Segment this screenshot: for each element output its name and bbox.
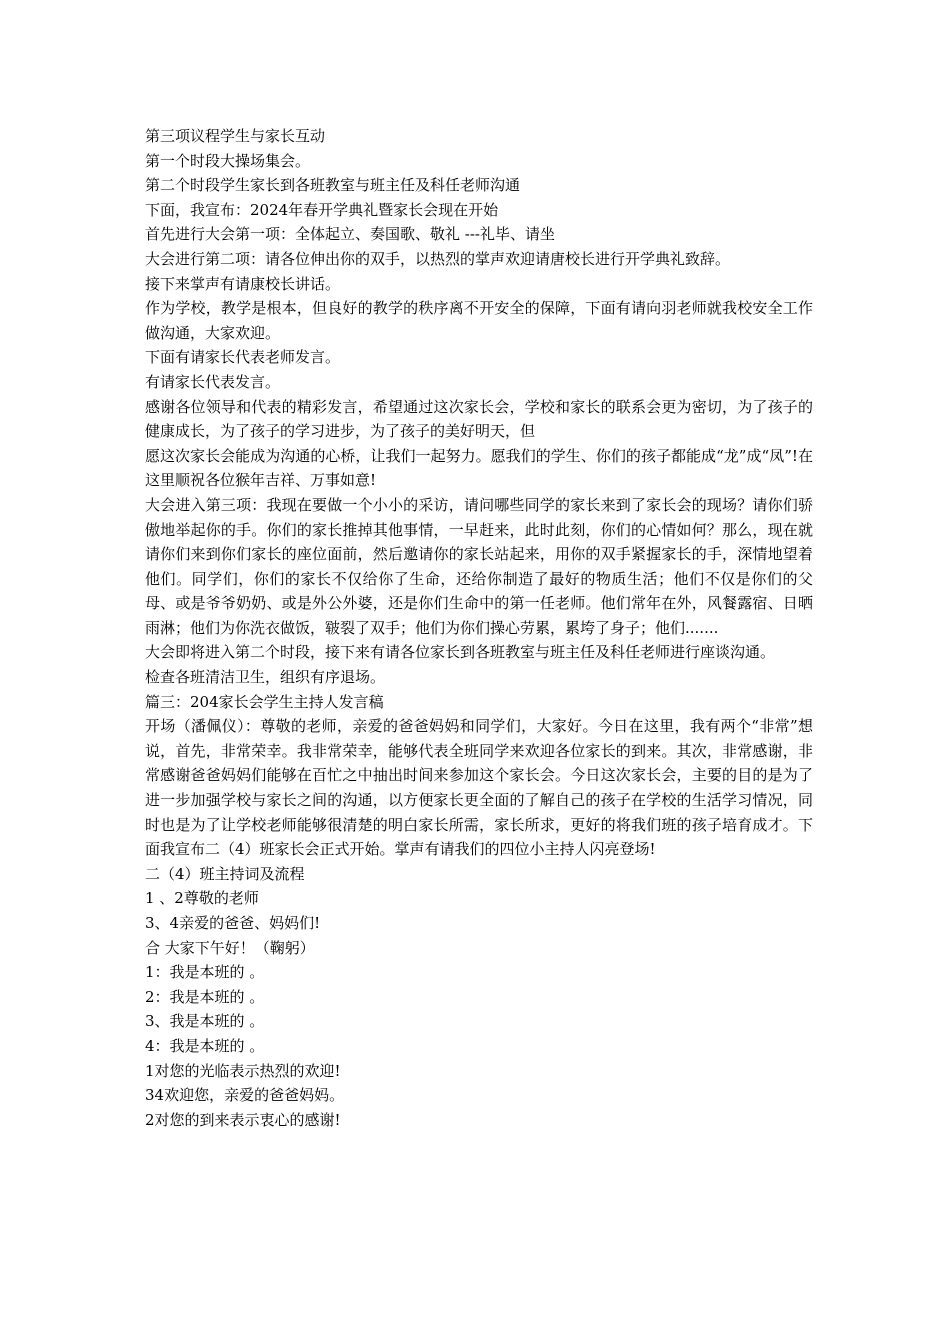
paragraph: 开场（潘佩仪）：尊敬的老师，亲爱的爸爸妈妈和同学们，大家好。今日在这里，我有两个“非常”想说，首先，非常荣幸。我非常荣幸，能够代表全班同学来欢迎各位家长的到来。其次，非常感谢，非常感谢爸爸妈妈们能够在百忙之中抽出时间来参加这个家长会。今日这次家长会，主要的目的是为了进一步加强学校与家长之间的沟通，以方便家长更全面的了解自己的孩子在学校的生活学习情况，同时也是为了让学校老师能够很清楚的明白家长所需，家长所求，更好的将我们班的孩子培育成才。下面我宣布二（4）班家长会正式开始。掌声有请我们的四位小主持人闪亮登场! bbox=[145, 717, 813, 859]
paragraph: 第二个时段学生家长到各班教室与班主任及科任老师沟通 bbox=[145, 176, 521, 195]
document-page bbox=[145, 124, 813, 1132]
paragraph: 大会进行第二项：请各位伸出你的双手，以热烈的掌声欢迎请唐校长进行开学典礼致辞。 bbox=[145, 249, 731, 268]
paragraph: 检查各班清洁卫生，组织有序退场。 bbox=[145, 668, 386, 687]
paragraph: 1：我是本班的 。 bbox=[145, 963, 265, 982]
paragraph: 合 大家下午好！（鞠躬） bbox=[145, 938, 315, 957]
paragraph: 下面，我宣布：2024年春开学典礼暨家长会现在开始 bbox=[145, 200, 499, 219]
paragraph: 3、4亲爱的爸爸、妈妈们! bbox=[145, 914, 321, 932]
paragraph: 首先进行大会第一项：全体起立、奏国歌、敬礼 ---礼毕、请坐 bbox=[145, 225, 555, 244]
paragraph: 1 、2尊敬的老师 bbox=[145, 889, 259, 908]
paragraph: 2：我是本班的 。 bbox=[145, 987, 265, 1006]
paragraph: 大会即将进入第二个时段，接下来有请各位家长到各班教室与班主任及科任老师进行座谈沟通。 bbox=[145, 643, 776, 662]
paragraph: 有请家长代表发言。 bbox=[145, 372, 281, 391]
paragraph: 下面有请家长代表老师发言。 bbox=[145, 348, 341, 367]
paragraph: 感谢各位领导和代表的精彩发言，希望通过这次家长会，学校和家长的联系会更为密切，为了孩子的健康成长，为了孩子的学习进步，为了孩子的美好明天，但 bbox=[145, 397, 813, 441]
paragraph: 1对您的光临表示热烈的欢迎! bbox=[145, 1061, 341, 1080]
paragraph: 第一个时段大操场集会。 bbox=[145, 151, 311, 170]
paragraph: 4：我是本班的 。 bbox=[145, 1036, 265, 1055]
paragraph: 愿这次家长会能成为沟通的心桥，让我们一起努力。愿我们的学生、你们的孩子都能成“龙”成“凤”!在这里顺祝各位猴年吉祥、万事如意! bbox=[145, 446, 813, 490]
section-heading: 篇三：204家长会学生主持人发言稿 bbox=[145, 692, 384, 711]
paragraph: 接下来掌声有请康校长讲话。 bbox=[145, 274, 341, 293]
paragraph: 二（4）班主持词及流程 bbox=[145, 864, 305, 883]
paragraph: 作为学校，教学是根本，但良好的教学的秩序离不开安全的保障，下面有请向羽老师就我校安全工作做沟通，大家欢迎。 bbox=[145, 299, 813, 342]
paragraph: 大会进入第三项：我现在要做一个小小的采访，请问哪些同学的家长来到了家长会的现场？请你们骄傲地举起你的手。你们的家长推掉其他事情，一早赶来，此时此刻，你们的心情如何？那么，现在就请你们来到你们家长的座位面前，然后邀请你的家长站起来，用你的双手紧握家长的手，深情地望着他们。同学们，你们的家长不仅给你了生命，还给你制造了最好的物质生活；他们不仅是你们的父母、或是爷爷奶奶、或是外公外婆，还是你们生命中的第一任老师。他们常年在外，风餐露宿、日晒雨淋；他们为你洗衣做饭，皲裂了双手；他们为你们操心劳累，累垮了身子；他们....... bbox=[145, 495, 813, 637]
paragraph: 3、我是本班的 。 bbox=[145, 1012, 265, 1031]
paragraph: 第三项议程学生与家长互动 bbox=[145, 127, 326, 145]
paragraph: 2对您的到来表示衷心的感谢! bbox=[145, 1110, 341, 1129]
paragraph: 34欢迎您，亲爱的爸爸妈妈。 bbox=[145, 1086, 345, 1105]
